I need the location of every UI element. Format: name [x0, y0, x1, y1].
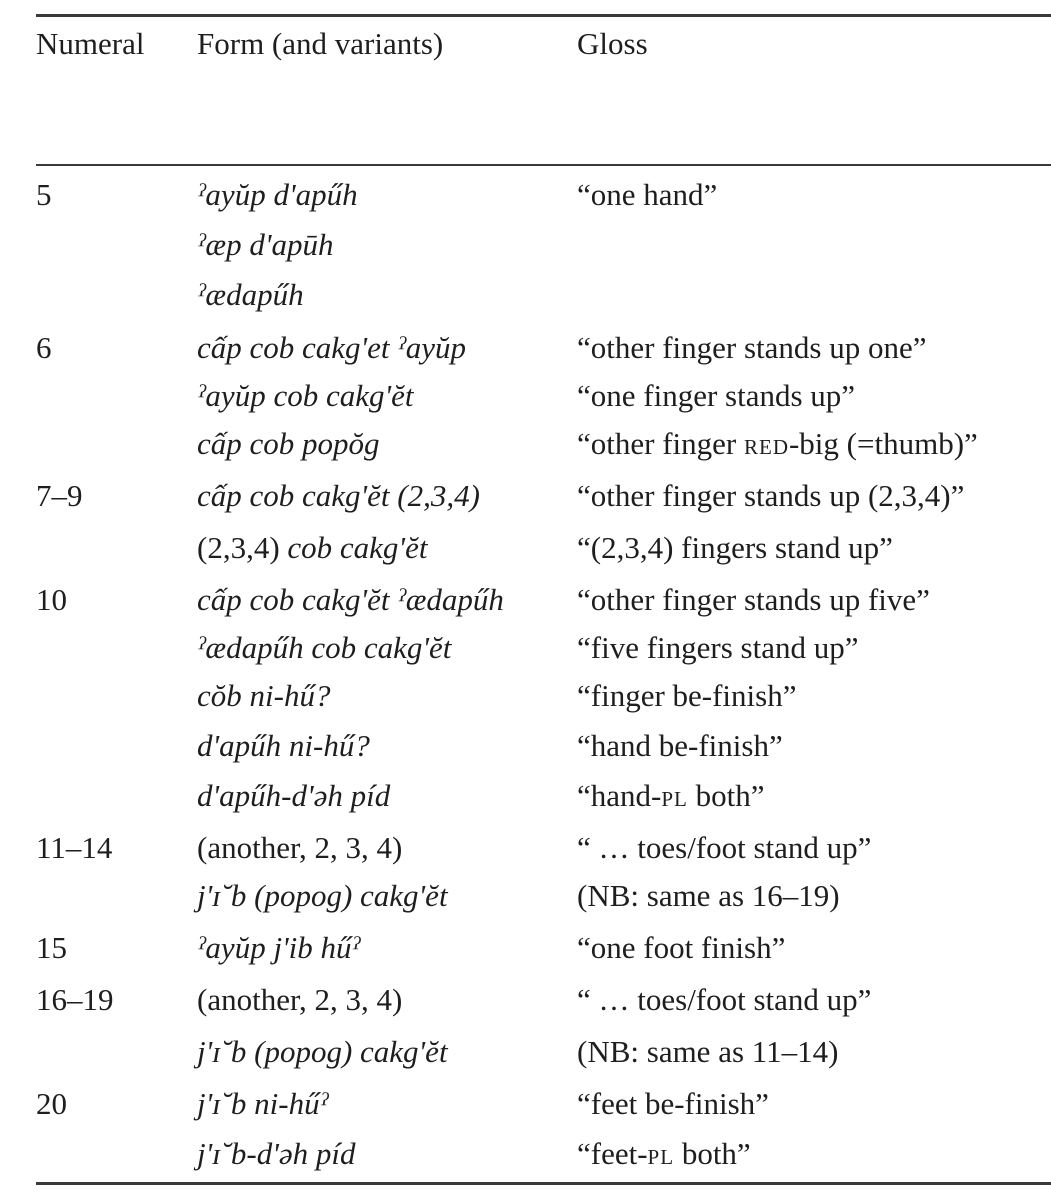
header-gloss: Gloss: [577, 26, 648, 61]
table-bottom-rule: [36, 1182, 1051, 1185]
numeral-cell: 5: [36, 177, 52, 212]
gloss-cell: “five fingers stand up”: [577, 630, 859, 665]
gloss-cell: “other finger RED-big (=thumb)”: [577, 426, 978, 461]
header-form: Form (and variants): [197, 26, 444, 61]
gloss-cell: (NB: same as 11–14): [577, 1034, 839, 1069]
form-cell: cấp cob cakg'et ˀayŭp: [197, 330, 466, 365]
gloss-cell: “ … toes/foot stand up”: [577, 830, 872, 865]
numeral-cell: 10: [36, 582, 67, 617]
gloss-cell: “(2,3,4) fingers stand up”: [577, 530, 893, 565]
form-cell: j'ɪ˘b (popog) cakg'ĕt: [197, 878, 448, 913]
numeral-cell: 15: [36, 930, 67, 965]
form-cell: cấp cob cakg'ĕt (2,3,4): [197, 478, 480, 513]
gloss-cell: “one hand”: [577, 177, 718, 212]
form-cell: (another, 2, 3, 4): [197, 830, 403, 865]
gloss-cell: “finger be-finish”: [577, 678, 797, 713]
header-numeral: Numeral: [36, 26, 145, 61]
gloss-cell: “feet-PL both”: [577, 1136, 751, 1171]
form-cell: d'apűh ni-hű?: [197, 728, 370, 763]
numeral-cell: 16–19: [36, 982, 114, 1017]
table-header-rule: [36, 164, 1051, 166]
small-caps-gloss: PL: [647, 1145, 675, 1169]
gloss-cell: “other finger stands up one”: [577, 330, 927, 365]
gloss-cell: “ … toes/foot stand up”: [577, 982, 872, 1017]
form-cell: ˀayŭp d'apűh: [197, 177, 358, 212]
form-cell: ˀayŭp j'ib hűˀ: [197, 930, 360, 965]
form-cell: cŏb ni-hű?: [197, 678, 331, 713]
gloss-cell: “feet be-finish”: [577, 1086, 769, 1121]
gloss-cell: “other finger stands up five”: [577, 582, 930, 617]
form-cell: ˀædapűh: [197, 277, 304, 312]
gloss-cell: “other finger stands up (2,3,4)”: [577, 478, 965, 513]
form-cell: j'ɪ˘b ni-hűˀ: [197, 1086, 329, 1121]
numeral-cell: 20: [36, 1086, 67, 1121]
form-cell: j'ɪ˘b-d'əh píd: [197, 1136, 356, 1171]
form-cell: ˀæp d'apūh: [197, 227, 334, 262]
gloss-cell: “hand be-finish”: [577, 728, 783, 763]
form-cell: d'apűh-d'əh píd: [197, 778, 391, 813]
small-caps-gloss: RED: [743, 435, 789, 459]
gloss-cell: “one foot finish”: [577, 930, 786, 965]
form-cell: cấp cob cakg'ĕt ˀædapűh: [197, 582, 504, 617]
gloss-cell: “hand-PL both”: [577, 778, 765, 813]
form-cell: cấp cob popŏg: [197, 426, 380, 461]
form-cell: (2,3,4) cob cakg'ĕt: [197, 530, 428, 565]
numeral-cell: 6: [36, 330, 52, 365]
gloss-cell: (NB: same as 16–19): [577, 878, 840, 913]
small-caps-gloss: PL: [661, 787, 688, 811]
numeral-cell: 7–9: [36, 478, 83, 513]
table-top-rule: [36, 14, 1051, 17]
form-cell: ˀædapűh cob cakg'ĕt: [197, 630, 452, 665]
numeral-cell: 11–14: [36, 830, 113, 865]
form-cell: j'ɪ˘b (popog) cakg'ĕt: [197, 1034, 448, 1069]
form-cell: (another, 2, 3, 4): [197, 982, 403, 1017]
form-cell: ˀayŭp cob cakg'ĕt: [197, 378, 414, 413]
gloss-cell: “one finger stands up”: [577, 378, 856, 413]
